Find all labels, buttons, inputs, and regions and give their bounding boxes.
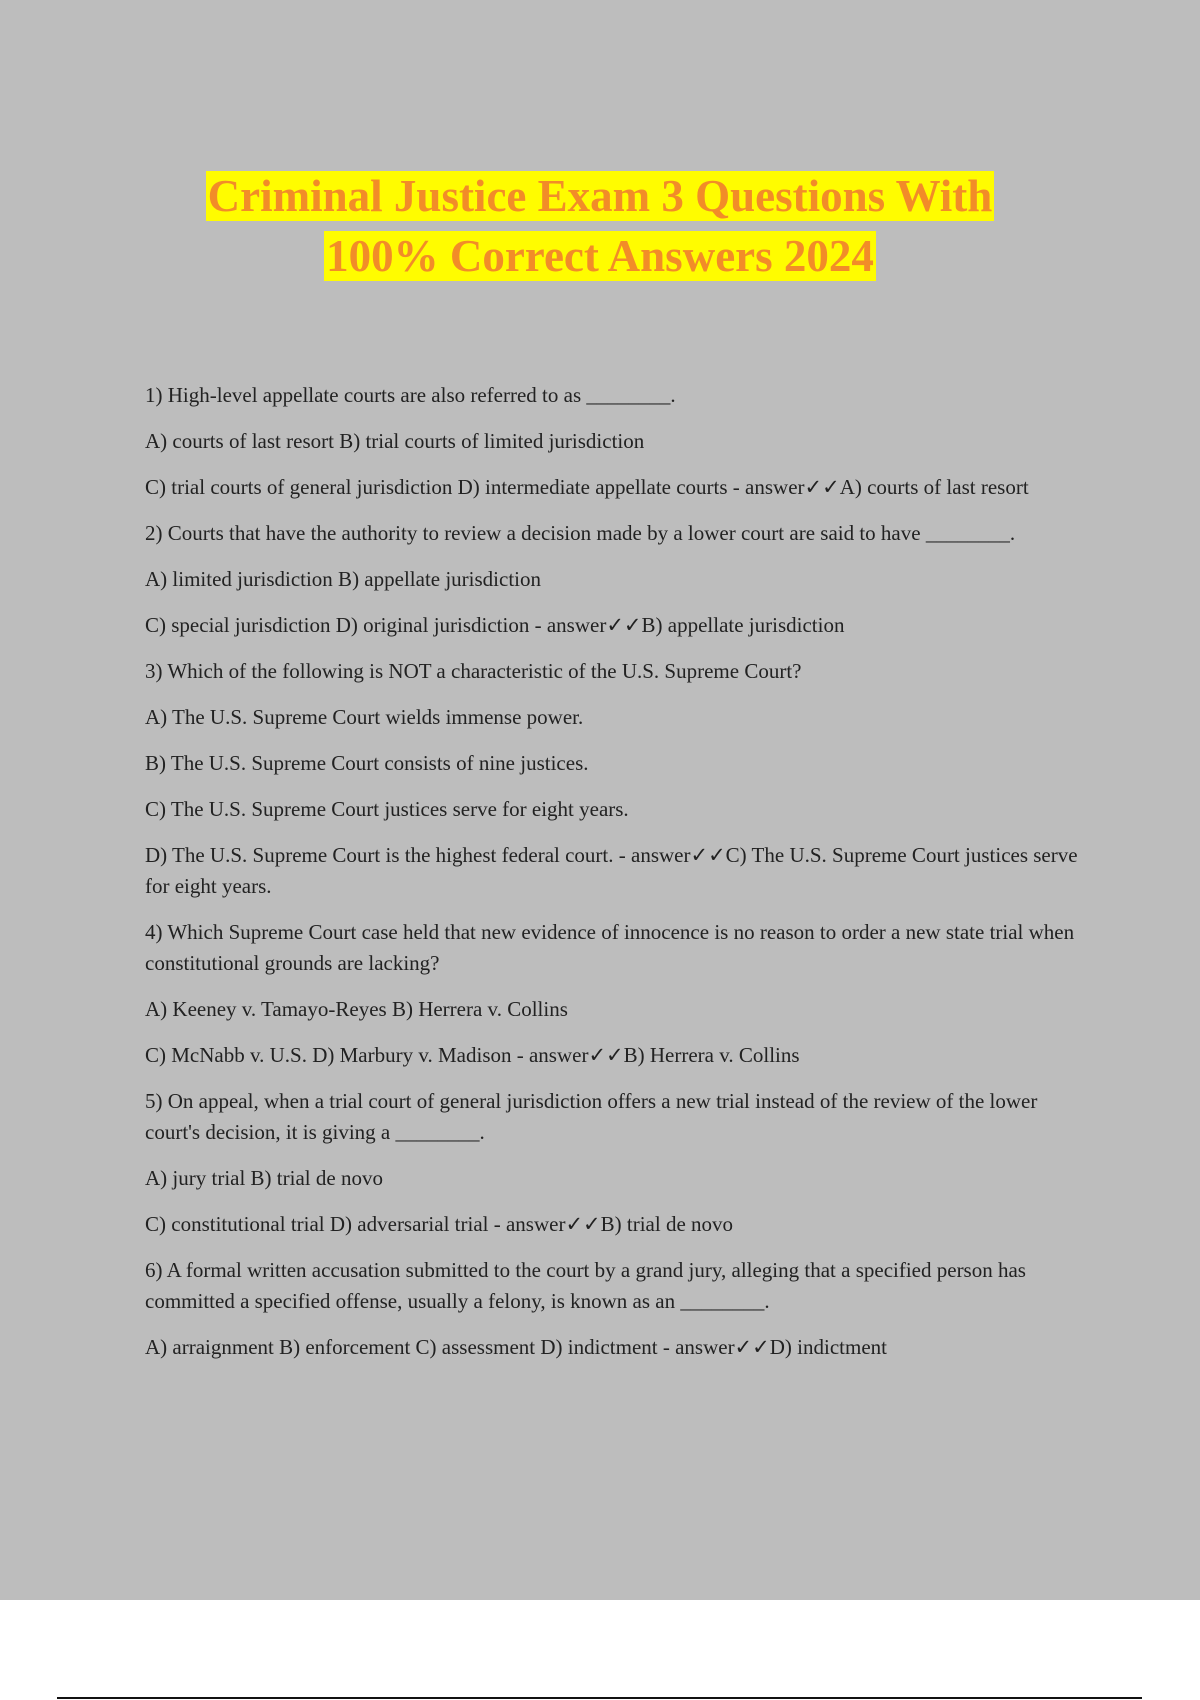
document-title — [0, 166, 1200, 286]
question-3-option-d-answer: D) The U.S. Supreme Court is the highest federal court. - answer✓✓C) The U.S. Supreme Court justices serve for eight years. — [145, 843, 1078, 898]
question-4-options-ab: A) Keeney v. Tamayo-Reyes B) Herrera v. Collins — [145, 997, 568, 1021]
question-3-option-b: B) The U.S. Supreme Court consists of nine justices. — [145, 751, 589, 775]
question-5-options-ab: A) jury trial B) trial de novo — [145, 1166, 383, 1190]
question-3-option-a: A) The U.S. Supreme Court wields immense power. — [145, 705, 584, 729]
question-1-options-ab: A) courts of last resort B) trial courts of limited jurisdiction — [145, 429, 645, 453]
question-3: 3) Which of the following is NOT a characteristic of the U.S. Supreme Court? — [145, 659, 802, 683]
question-1: 1) High-level appellate courts are also referred to as ________. — [145, 383, 676, 407]
title-line-1: Criminal Justice Exam 3 Questions With — [207, 171, 993, 221]
question-4: 4) Which Supreme Court case held that new evidence of innocence is no reason to order a new state trial when constitutional grounds are lacking? — [145, 920, 1075, 975]
question-2-options-cd-answer: C) special jurisdiction D) original jurisdiction - answer✓✓B) appellate jurisdiction — [145, 613, 845, 637]
question-6: 6) A formal written accusation submitted to the court by a grand jury, alleging that a specified person has committed a specified offense, usually a felony, is known as an ________. — [145, 1258, 1026, 1313]
question-2-options-ab: A) limited jurisdiction B) appellate jurisdiction — [145, 567, 542, 591]
question-3-option-c: C) The U.S. Supreme Court justices serve for eight years. — [145, 797, 629, 821]
question-6-options-answer: A) arraignment B) enforcement C) assessment D) indictment - answer✓✓D) indictment — [145, 1335, 887, 1359]
question-4-options-cd-answer: C) McNabb v. U.S. D) Marbury v. Madison - answer✓✓B) Herrera v. Collins — [145, 1043, 800, 1067]
question-list — [145, 380, 1085, 1378]
question-5: 5) On appeal, when a trial court of general jurisdiction offers a new trial instead of the review of the lower court's decision, it is giving a ________. — [145, 1089, 1038, 1144]
question-1-options-cd-answer: C) trial courts of general jurisdiction D) intermediate appellate courts - answer✓✓A) courts of last resort — [145, 475, 1029, 499]
question-5-options-cd-answer: C) constitutional trial D) adversarial trial - answer✓✓B) trial de novo — [145, 1212, 734, 1236]
footer-divider — [57, 1697, 1142, 1699]
title-line-2: 100% Correct Answers 2024 — [326, 231, 874, 281]
question-2: 2) Courts that have the authority to review a decision made by a lower court are said to have ________. — [145, 521, 1016, 545]
